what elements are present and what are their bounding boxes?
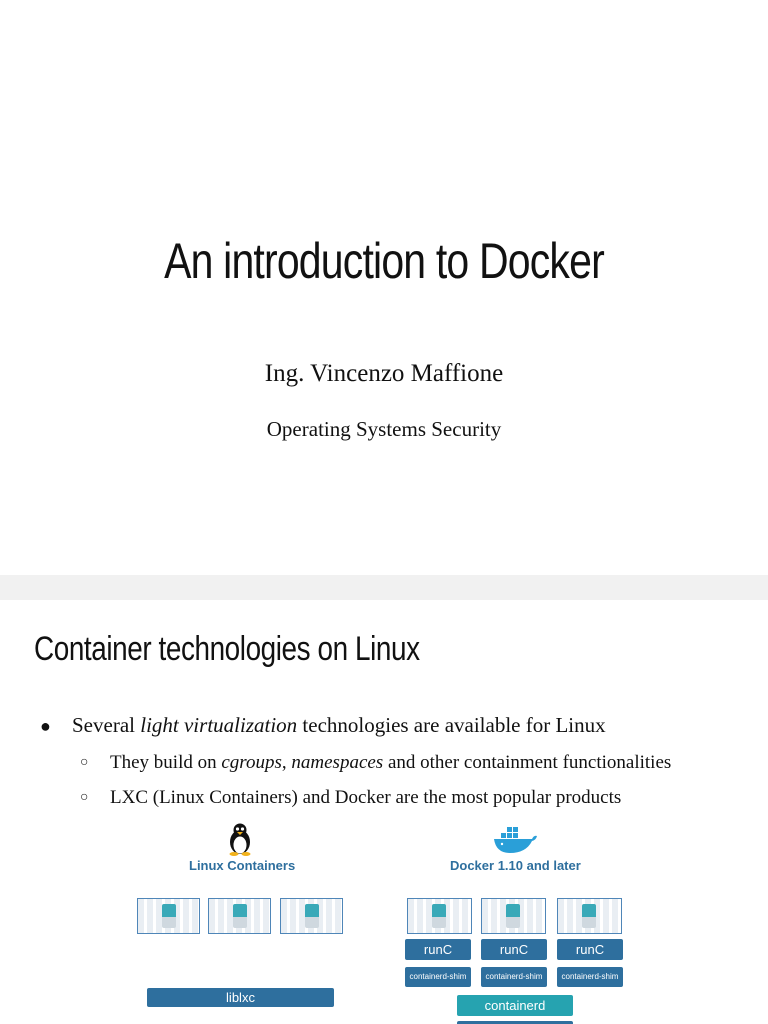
sub-bullet-item: [80, 752, 671, 774]
sub-bullet-marker: ○: [80, 790, 89, 805]
tux-penguin-icon: [226, 822, 254, 856]
docker-container: [481, 898, 546, 934]
lxc-container: [280, 898, 343, 934]
runc-layer: runC: [481, 939, 547, 960]
docker-diagram-title: Docker 1.10 and later: [450, 858, 581, 873]
app-icon: [432, 904, 446, 928]
bullet-text-end: technologies are available for Linux: [297, 713, 606, 737]
presentation-title: An introduction to Docker: [164, 233, 604, 289]
containerd-layer: containerd: [457, 995, 573, 1016]
course-name: Operating Systems Security: [266, 417, 502, 441]
author-name: Ing. Vincenzo Maffione: [264, 360, 504, 387]
bullet-text-emphasis: light virtualization: [140, 713, 298, 737]
runc-layer: runC: [405, 939, 471, 960]
bullet-text-start: Several: [72, 713, 141, 737]
runc-layer: runC: [557, 939, 623, 960]
lxc-container: [208, 898, 271, 934]
app-icon: [162, 904, 176, 928]
docker-container: [557, 898, 622, 934]
liblxc-layer: liblxc: [147, 988, 334, 1007]
bullet-marker: ●: [40, 716, 51, 736]
sub-bullet-emphasis-cgroups: cgroups: [221, 752, 282, 773]
slide-heading: Container technologies on Linux: [34, 630, 420, 668]
sub-bullet-emphasis-namespaces: namespaces: [291, 752, 384, 773]
app-icon: [582, 904, 596, 928]
content-slide: [0, 600, 768, 1024]
app-icon: [233, 904, 247, 928]
app-icon: [305, 904, 319, 928]
sub-bullet-text-start: They build on: [110, 752, 222, 773]
sub-bullet-text-end: and other containment functionalities: [383, 752, 672, 773]
docker-whale-icon: [492, 826, 538, 854]
lxc-container: [137, 898, 200, 934]
sub-bullet-item: [80, 787, 621, 809]
sub-bullet-text: LXC (Linux Containers) and Docker are the most popular products: [110, 787, 622, 808]
app-icon: [506, 904, 520, 928]
docker-container: [407, 898, 472, 934]
containerd-shim-layer: containerd-shim: [481, 967, 547, 987]
sub-bullet-marker: ○: [80, 755, 89, 770]
bullet-item: [40, 713, 606, 738]
containerd-shim-layer: containerd-shim: [557, 967, 623, 987]
lxc-diagram-title: Linux Containers: [189, 858, 296, 873]
slide-divider: [0, 575, 768, 600]
sub-bullet-separator: ,: [281, 752, 292, 773]
containerd-shim-layer: containerd-shim: [405, 967, 471, 987]
